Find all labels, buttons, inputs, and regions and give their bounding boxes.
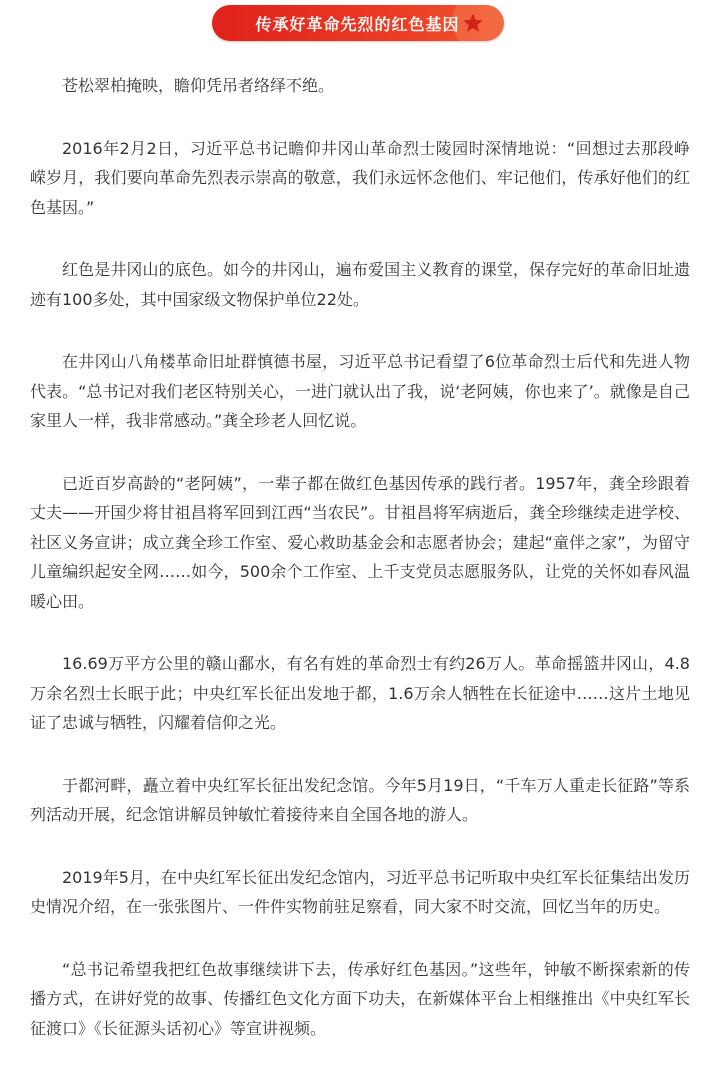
star-icon: [462, 12, 484, 34]
header-banner-container: [0, 5, 715, 43]
article-paragraph-3: 红色是井冈山的底色。如今的井冈山，遍布爱国主义教育的课堂，保存完好的革命旧址遗迹有100多处，其中国家级文物保护单位22处。: [30, 260, 690, 309]
article-paragraph-2: 2016年2月2日，习近平总书记瞻仰井冈山革命烈士陵园时深情地说：“回想过去那段峥嵘岁月，我们要向革命先烈表示崇高的敬意，我们永远怀念他们、牢记他们，传承好他们的红色基因。”: [30, 138, 690, 217]
article-paragraph-9: “总书记希望我把红色故事继续讲下去，传承好红色基因。”这些年，钟敏不断探索新的传播方式，在讲好党的故事、传播红色文化方面下功夫，在新媒体平台上相继推出《中央红军长征渡口》《长征源头话初心》等宣讲视频。: [30, 959, 690, 1038]
article-paragraph-6: 16.69万平方公里的赣山鄱水，有名有姓的革命烈士有约26万人。革命摇篮井冈山，4.8万余名烈士长眠于此；中央红军长征出发地于都，1.6万余人牺牲在长征途中……这片土地见证了忠诚与牺牲，闪耀着信仰之光。: [30, 654, 690, 732]
article-body: [30, 71, 690, 1076]
article-paragraph-8: 2019年5月，在中央红军长征出发纪念馆内，习近平总书记听取中央红军长征集结出发历史情况介绍，在一张张图片、一件件实物前驻足察看，同大家不时交流，回忆当年的历史。: [30, 867, 690, 916]
header-banner: [212, 5, 504, 41]
article-paragraph-5: 已近百岁高龄的“老阿姨”，一辈子都在做红色基因传承的践行者。1957年，龚全珍跟着丈夫——开国少将甘祖昌将军回到江西“当农民”。甘祖昌将军病逝后，龚全珍继续走进学校、社区义务宣讲；成立龚全珍工作室、爱心救助基金会和志愿者协会；建起“童伴之家”，为留守儿童编织起安全网……如今，500余个工作室、上千支党员志愿服务队，让党的关怀如春风温暖心田。: [30, 473, 690, 611]
banner-title: 传承好革命先烈的红色基因: [255, 14, 460, 34]
article-paragraph-1: 苍松翠柏掩映，瞻仰凭吊者络绎不绝。: [62, 76, 335, 95]
article-paragraph-7: 于都河畔，矗立着中央红军长征出发纪念馆。今年5月19日，“千车万人重走长征路”等系列活动开展，纪念馆讲解员钟敏忙着接待来自全国各地的游人。: [30, 775, 690, 824]
article-paragraph-4: 在井冈山八角楼革命旧址群慎德书屋，习近平总书记看望了6位革命烈士后代和先进人物代表。“总书记对我们老区特别关心，一进门就认出了我，说‘老阿姨，你也来了’。就像是自己家里人一样，我非常感动。”龚全珍老人回忆说。: [30, 352, 690, 430]
